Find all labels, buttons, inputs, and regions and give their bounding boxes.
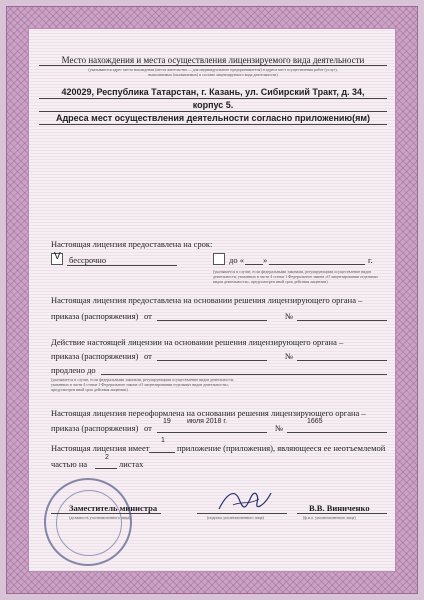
address-underline-1	[39, 98, 387, 99]
appendix-count: 1	[161, 437, 165, 444]
address-line-1: 420029, Республика Татарстан, г. Казань, ул. Сибирский Тракт, д. 34,	[61, 87, 365, 97]
official-seal	[44, 478, 132, 566]
appendix-count-line	[149, 452, 175, 453]
validity-from: от	[144, 351, 152, 361]
basis-from: от	[144, 311, 152, 321]
basis-line: Настоящая лицензия предоставлена на основании решения лицензирующего органа –	[51, 295, 363, 305]
until-day-line	[245, 264, 263, 265]
indefinite-checkbox	[51, 253, 63, 265]
signer-position: Заместитель министра	[69, 503, 158, 513]
signature-line	[197, 513, 287, 514]
reissue-month-year: июля 2018 г.	[187, 418, 227, 425]
reissue-from: от	[144, 423, 152, 433]
validity-note: (указывается в случае, если федеральными законами, регулирующими осуществление видов деятельности, указанных в части 4 статьи 1 Федерального закона «О лицензировании отдельных видов деятельности», предусмотрен иной срок действия лицензии)	[51, 377, 235, 392]
indefinite-underline	[67, 265, 177, 266]
reissue-number: №	[275, 423, 284, 433]
validity-order: приказа (распоряжения)	[51, 351, 139, 361]
validity-line: Действие настоящей лицензии на основании решения лицензирующего органа –	[51, 337, 344, 347]
reissue-number-line	[287, 432, 387, 433]
checkbox-mark: V	[54, 251, 61, 262]
header-underline	[39, 65, 387, 66]
address-underline-2	[39, 111, 387, 112]
validity-extended-line	[101, 374, 387, 375]
basis-date-line	[157, 320, 267, 321]
reissue-order: приказа (распоряжения)	[51, 423, 139, 433]
appendix-part-suffix: листах	[119, 459, 144, 469]
basis-number-line	[297, 320, 387, 321]
until-month-line	[269, 264, 365, 265]
signer-position-note: (должность уполномоченного лица)	[69, 515, 131, 520]
address-underline-3	[39, 124, 387, 125]
until-prefix: до «	[229, 255, 244, 265]
term-note: (указывается в случае, если федеральными законами, регулирующими осуществление видов деятельности, указанных в части 4 статьи 1 Федерального закона «О лицензировании отдельных видов деятельности», предусмотрен иной срок действия лицензии)	[213, 269, 379, 284]
until-checkbox	[213, 253, 225, 265]
appendix-prefix: Настоящая лицензия имеет	[51, 443, 150, 453]
header-note-2: выполняемых (оказываемых) в составе лицензируемого вида деятельности)	[148, 72, 278, 77]
seal-inner-ring	[56, 490, 122, 556]
validity-number: №	[285, 351, 294, 361]
basis-number: №	[285, 311, 294, 321]
signer-name: В.В. Виниченко	[309, 503, 370, 513]
indefinite-label: бессрочно	[69, 255, 107, 265]
handwritten-signature	[215, 485, 275, 515]
header-title: Место нахождения и места осуществления лицензируемого вида деятельности	[61, 55, 365, 65]
basis-order: приказа (распоряжения)	[51, 311, 139, 321]
signer-name-line	[297, 513, 387, 514]
appendix-sheets: 2	[105, 454, 109, 461]
reissue-number-value: 1665	[307, 418, 323, 425]
appendix-suffix: приложение (приложения), являющееся ее неотъемлемой	[177, 443, 386, 453]
signature-note: (подпись уполномоченного лица)	[207, 515, 264, 520]
until-suffix: г.	[368, 255, 373, 265]
validity-number-line	[297, 360, 387, 361]
header-note-1: (указываются адрес места нахождения (места жительства — для индивидуального предпринимателя) и адреса мест осуществления работ (услуг),	[88, 67, 338, 72]
signer-name-note: (ф.и.о. уполномоченного лица)	[303, 515, 356, 520]
appendix-part-prefix: частью на	[51, 459, 88, 469]
validity-extended: продлено до	[51, 365, 96, 375]
appendix-sheets-line	[95, 468, 117, 469]
reissue-day: 19	[163, 418, 171, 425]
reissue-line: Настоящая лицензия переоформлена на основании решения лицензирующего органа –	[51, 408, 366, 418]
term-label: Настоящая лицензия предоставлена на срок:	[51, 239, 213, 249]
until-mid: »	[263, 255, 268, 265]
address-line-2: корпус 5.	[192, 100, 234, 110]
address-line-3: Адреса мест осуществления деятельности согласно приложению(ям)	[55, 113, 371, 123]
reissue-date-line	[157, 432, 267, 433]
validity-date-line	[157, 360, 267, 361]
